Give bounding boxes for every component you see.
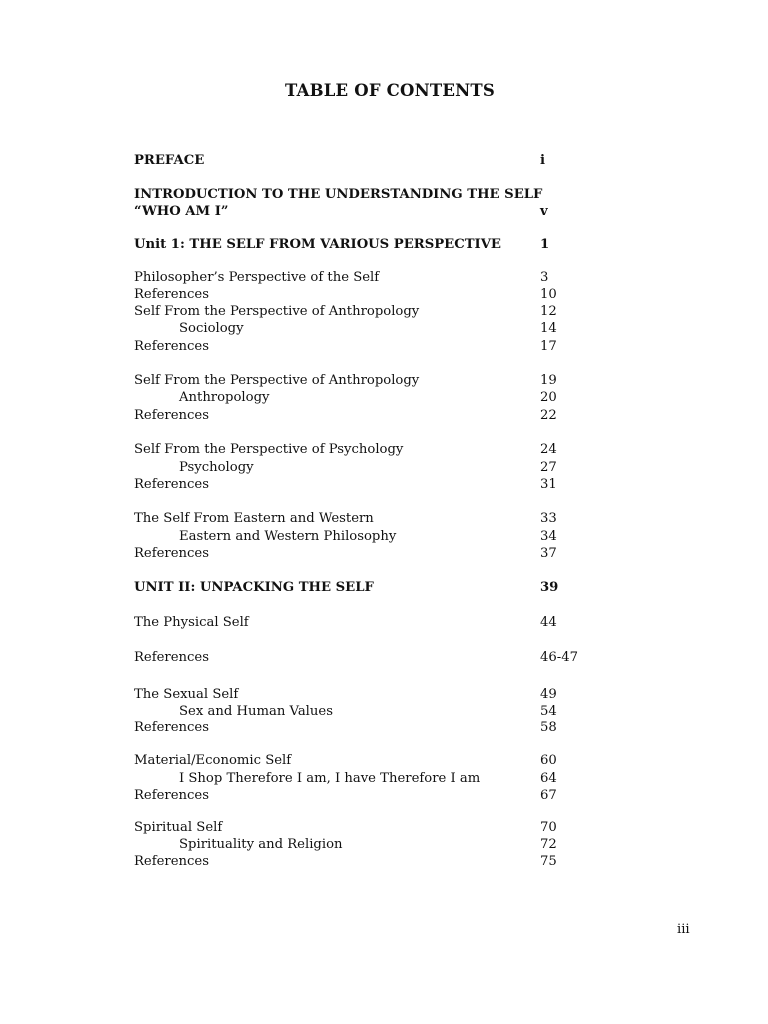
toc-entry-page: 12	[540, 304, 557, 319]
toc-entry-page: 3	[540, 270, 549, 285]
toc-entry-page: 19	[540, 373, 557, 388]
toc-entry-label: INTRODUCTION TO THE UNDERSTANDING THE SELF	[134, 187, 543, 202]
toc-entry-label: References	[134, 788, 209, 803]
toc-entry-page: 34	[540, 529, 557, 544]
toc-subentry	[134, 389, 654, 407]
toc-entry-references	[134, 407, 654, 425]
toc-entry-label: References	[134, 287, 209, 302]
toc-entry-page: 58	[540, 720, 557, 735]
toc-entry-page: 44	[540, 615, 557, 630]
toc-entry-page: 33	[540, 511, 557, 526]
toc-subentry	[134, 528, 654, 546]
toc-entry	[134, 819, 654, 837]
toc-entry-label: The Physical Self	[134, 615, 249, 630]
toc-entry-page: 64	[540, 771, 557, 786]
toc-entry-page: 17	[540, 339, 557, 354]
toc-entry-label: References	[134, 546, 209, 561]
toc-entry-page: 39	[540, 580, 559, 595]
toc-entry-page: 67	[540, 788, 557, 803]
toc-entry-page: 54	[540, 704, 557, 719]
toc-entry-label: Sociology	[179, 321, 244, 336]
toc-entry-label: Eastern and Western Philosophy	[179, 529, 397, 544]
toc-entry-label: Spirituality and Religion	[179, 837, 343, 852]
toc-entry-page: 31	[540, 477, 557, 492]
toc-entry-page: 37	[540, 546, 557, 561]
toc-entry-unit-2	[134, 579, 654, 597]
page-title: TABLE OF CONTENTS	[285, 81, 495, 100]
toc-entry-label: The Sexual Self	[134, 687, 239, 702]
toc-entry-page: 27	[540, 460, 557, 475]
toc-entry-page: 20	[540, 390, 557, 405]
toc-entry-references	[134, 649, 654, 667]
toc-entry-label: Anthropology	[179, 390, 270, 405]
toc-entry	[134, 510, 654, 528]
toc-entry	[134, 752, 654, 770]
toc-entry	[134, 686, 654, 704]
toc-entry-label: Philosopher’s Perspective of the Self	[134, 270, 380, 285]
toc-entry-page: 70	[540, 820, 557, 835]
toc-entry-unit-1	[134, 236, 654, 254]
toc-entry-label: Material/Economic Self	[134, 753, 292, 768]
toc-entry-label: Psychology	[179, 460, 254, 475]
toc-entry-label: “WHO AM I”	[134, 204, 229, 219]
toc-entry	[134, 372, 654, 390]
toc-entry-who-am-i	[134, 203, 654, 221]
toc-entry-label: References	[134, 720, 209, 735]
toc-entry	[134, 303, 654, 321]
toc-entry-page: 14	[540, 321, 557, 336]
toc-entry-references	[134, 787, 654, 805]
toc-entry-label: References	[134, 650, 209, 665]
toc-entry	[134, 614, 654, 632]
toc-entry-references	[134, 286, 654, 304]
toc-entry-references	[134, 338, 654, 356]
toc-entry-references	[134, 476, 654, 494]
toc-entry-page: 60	[540, 753, 557, 768]
toc-entry-label: The Self From Eastern and Western	[134, 511, 374, 526]
table-of-contents	[134, 0, 654, 1024]
toc-entry-label: Spiritual Self	[134, 820, 223, 835]
toc-entry-page: 24	[540, 442, 557, 457]
toc-subentry	[134, 836, 654, 854]
toc-entry-label: References	[134, 408, 209, 423]
toc-subentry	[134, 320, 654, 338]
toc-entry-page: 1	[540, 237, 550, 252]
toc-entry-label: References	[134, 339, 209, 354]
toc-entry-page: 22	[540, 408, 557, 423]
toc-entry-page: i	[540, 153, 546, 168]
toc-entry	[134, 269, 654, 287]
toc-entry-label: Self From the Perspective of Anthropology	[134, 304, 420, 319]
toc-entry-page: 49	[540, 687, 557, 702]
toc-entry-references	[134, 545, 654, 563]
toc-entry-references	[134, 853, 654, 871]
toc-entry-label: Self From the Perspective of Psychology	[134, 442, 404, 457]
toc-entry-label: Sex and Human Values	[179, 704, 333, 719]
toc-entry-label: References	[134, 854, 209, 869]
toc-entry-label: Self From the Perspective of Anthropology	[134, 373, 420, 388]
toc-entry-label: References	[134, 477, 209, 492]
toc-entry-page: v	[540, 204, 548, 219]
toc-entry-page: 75	[540, 854, 557, 869]
toc-entry-introduction	[134, 186, 654, 204]
toc-entry-label: PREFACE	[134, 153, 205, 168]
toc-entry-page: 46-47	[540, 650, 579, 665]
page-number: iii	[677, 922, 690, 937]
toc-entry-label: UNIT II: UNPACKING THE SELF	[134, 580, 374, 595]
toc-entry-label: I Shop Therefore I am, I have Therefore I am	[179, 771, 481, 786]
toc-entry-page: 10	[540, 287, 557, 302]
toc-subentry	[134, 770, 654, 788]
toc-entry-label: Unit 1: THE SELF FROM VARIOUS PERSPECTIVE	[134, 237, 501, 252]
toc-entry-preface	[134, 152, 654, 170]
toc-entry	[134, 441, 654, 459]
toc-entry-references	[134, 719, 654, 737]
toc-subentry	[134, 459, 654, 477]
toc-entry-page: 72	[540, 837, 557, 852]
